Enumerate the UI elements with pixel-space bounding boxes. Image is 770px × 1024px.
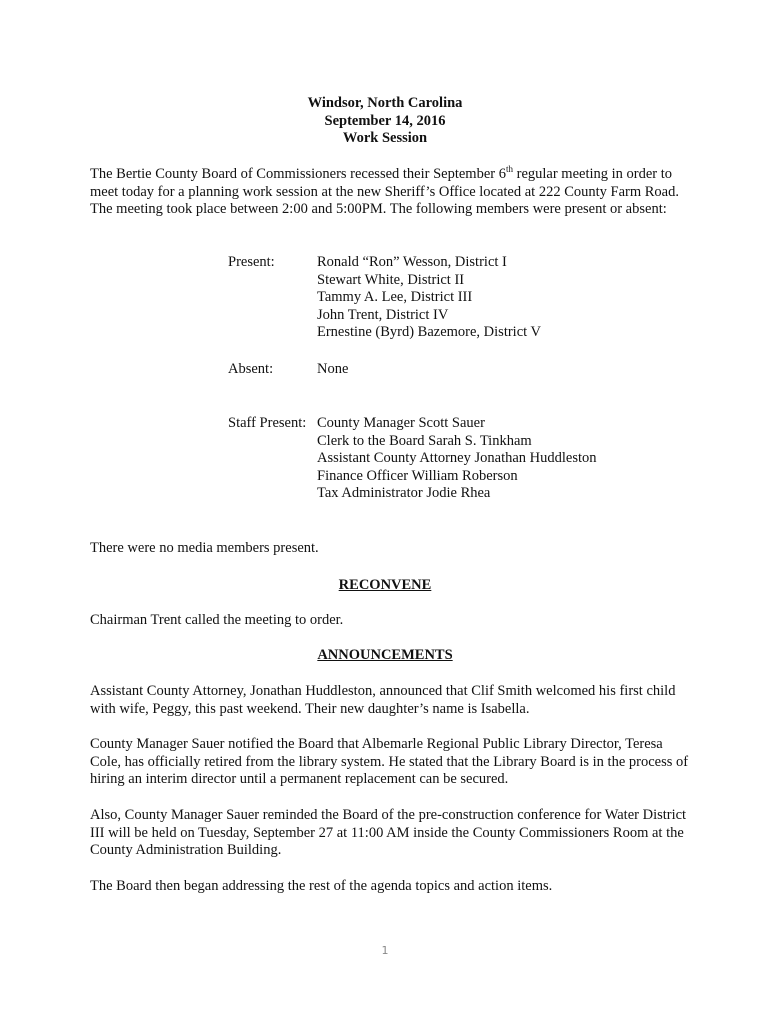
header-location: Windsor, North Carolina: [307, 95, 463, 111]
present-member: Tammy A. Lee, District III: [317, 289, 473, 305]
present-member: John Trent, District IV: [317, 306, 449, 323]
media-note: There were no media members present.: [90, 540, 319, 556]
header-session-type: Work Session: [342, 130, 428, 146]
reconvene-text: Chairman Trent called the meeting to order.: [90, 612, 344, 628]
reconvene-heading: RECONVENE: [338, 577, 432, 593]
staff-member: Clerk to the Board Sarah S. Tinkham: [317, 432, 532, 449]
intro-paragraph: [90, 166, 690, 219]
staff-member: Finance Officer William Roberson: [317, 467, 518, 484]
document-header: [0, 95, 770, 148]
header-date: September 14, 2016: [324, 112, 446, 129]
intro-text-part2: regular meeting in order to meet today for a planning work session at the new Sheriff’s Office located at 222 County Farm Road. The meeting took place between 2:00 and 5:00PM. The following members were present or absent:: [90, 166, 679, 217]
absent-label: Absent:: [228, 361, 274, 377]
page-number: 1: [381, 944, 389, 957]
intro-text-part1: The Bertie County Board of Commissioners recessed their September 6: [90, 166, 506, 182]
present-label: Present:: [228, 254, 275, 270]
announcement-paragraph: The Board then began addressing the rest of the agenda topics and action items.: [90, 878, 553, 894]
present-list: [317, 254, 541, 342]
present-member: Ernestine (Byrd) Bazemore, District V: [317, 324, 542, 340]
present-member: Ronald “Ron” Wesson, District I: [317, 254, 507, 270]
announcement-paragraph: County Manager Sauer notified the Board that Albemarle Regional Public Library Director, Teresa Cole, has officially retired from the library system. He stated that the Library Board is in the process of hiring an interim director until a permanent replacement can be secured.: [90, 736, 689, 787]
absent-value: None: [317, 361, 349, 377]
announcement-paragraph: Assistant County Attorney, Jonathan Huddleston, announced that Clif Smith welcomed his first child with wife, Peggy, this past weekend. Their new daughter’s name is Isabella.: [90, 683, 676, 717]
intro-superscript: th: [505, 164, 513, 175]
staff-member: Tax Administrator Jodie Rhea: [317, 485, 491, 501]
staff-list: [317, 415, 597, 503]
announcement-paragraph: Also, County Manager Sauer reminded the Board of the pre-construction conference for Water District III will be held on Tuesday, September 27 at 11:00 AM inside the County Commissioners Room at the County Administration Building.: [90, 807, 687, 858]
announcements-heading: ANNOUNCEMENTS: [317, 647, 453, 663]
staff-member: County Manager Scott Sauer: [317, 415, 485, 431]
staff-member: Assistant County Attorney Jonathan Huddleston: [317, 450, 597, 466]
present-member: Stewart White, District II: [317, 271, 465, 288]
staff-label: Staff Present:: [228, 415, 307, 431]
